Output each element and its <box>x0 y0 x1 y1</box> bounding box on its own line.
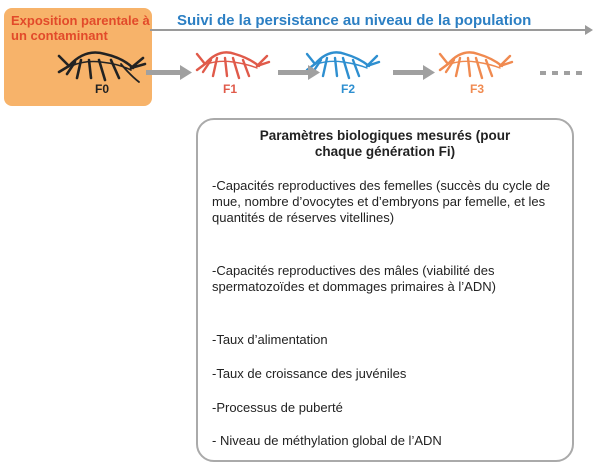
generation-diagram <box>0 0 600 115</box>
population-follow-up-title: Suivi de la persistance au niveau de la population <box>177 12 532 29</box>
param-dna-methylation: - Niveau de méthylation global de l’ADN <box>212 433 442 448</box>
arrow-f2-f3 <box>393 65 435 80</box>
parameters-panel <box>196 118 574 462</box>
arrow-f0-f1 <box>146 65 192 80</box>
continuation-dots <box>540 71 582 75</box>
param-male-reproduction: -Capacités reproductives des mâles (viabilité des spermatozoïdes et dommages primaires à l’ADN) <box>212 263 496 294</box>
amphipod-f1-icon <box>197 52 269 78</box>
amphipod-f3-icon <box>440 52 512 78</box>
param-puberty: -Processus de puberté <box>212 400 343 415</box>
parental-exposure-label: Exposition parentale à un contaminant <box>11 13 150 43</box>
amphipod-f0-icon <box>59 53 145 83</box>
param-feeding-rate: -Taux d’alimentation <box>212 332 328 347</box>
panel-title: Paramètres biologiques mesurés (pour chaque génération Fi) <box>259 128 511 159</box>
timeline-arrowhead <box>585 25 593 35</box>
param-juvenile-growth: -Taux de croissance des juvéniles <box>212 366 407 381</box>
amphipod-f2-icon <box>307 52 379 78</box>
generation-label-f3: F3 <box>469 82 484 96</box>
generation-label-f1: F1 <box>222 82 237 96</box>
generation-label-f2: F2 <box>340 82 355 96</box>
generation-label-f0: F0 <box>94 82 109 96</box>
arrow-f1-f2 <box>278 65 320 80</box>
param-female-reproduction: -Capacités reproductives des femelles (succès du cycle de mue, nombre d’ovocytes et d’embryons par femelle, et les quantités de réserves vitellines) <box>212 178 551 225</box>
